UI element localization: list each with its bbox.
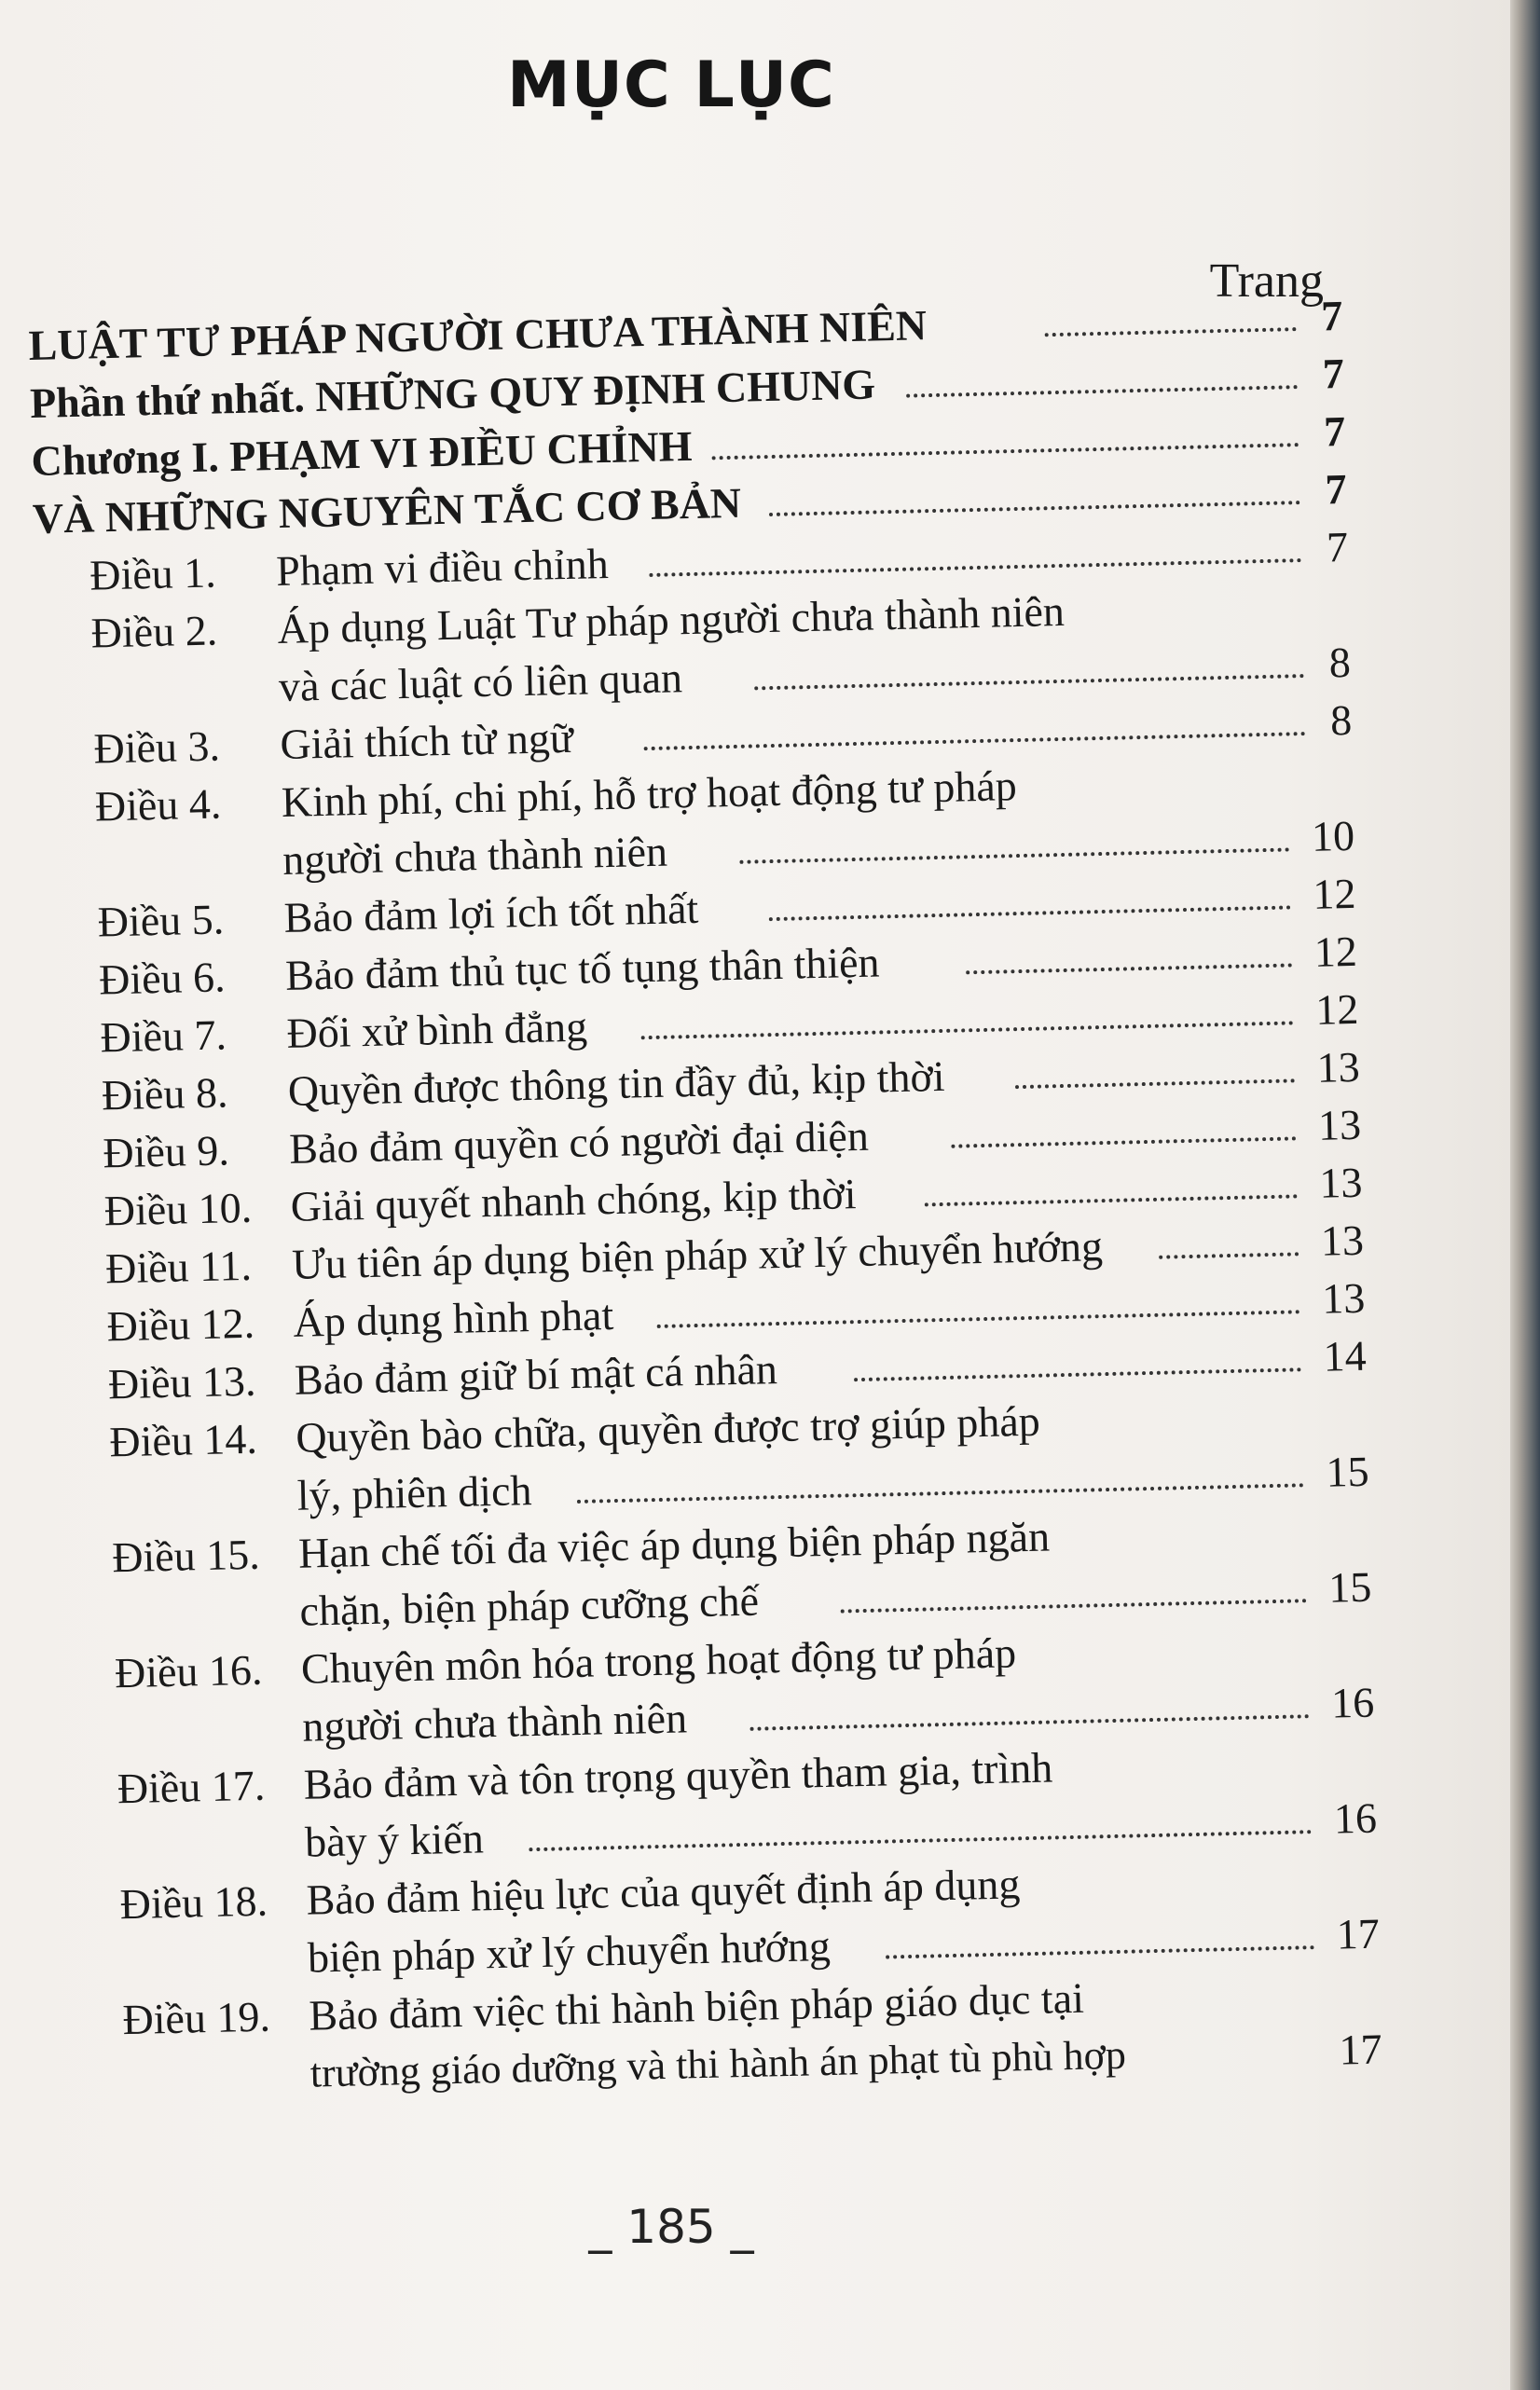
article-title-continued: và các luật có liên quan [278, 653, 683, 710]
article-title: Bảo đảm lợi ích tốt nhất [283, 884, 699, 941]
page-edge [1510, 0, 1540, 2390]
article-label: Điều 14. [108, 1414, 258, 1466]
article-title-continued: trường giáo dưỡng và thi hành án phạt tù phù hợp [309, 2031, 1127, 2096]
toc-page-number: 10 [1311, 811, 1355, 860]
article-label: Điều 10. [103, 1183, 253, 1235]
article-label: Điều 6. [98, 953, 227, 1004]
table-of-contents [28, 287, 1382, 2108]
article-title: Giải thích từ ngữ [279, 713, 574, 768]
toc-page-number: 13 [1317, 1100, 1362, 1149]
leader-dots [906, 385, 1298, 398]
toc-page-number: 7 [1323, 406, 1346, 456]
leader-dots [754, 674, 1304, 690]
article-title-continued: bày ý kiến [304, 1814, 485, 1866]
toc-page-number: 17 [1336, 1909, 1381, 1958]
article-title: Bảo đảm giữ bí mật cá nhân [294, 1345, 778, 1404]
article-label: Điều 19. [121, 1992, 271, 2044]
article-title-continued: chặn, biện pháp cưỡng chế [298, 1576, 760, 1635]
page-column-label: Trang [1209, 254, 1324, 308]
toc-page-number: 8 [1328, 638, 1352, 687]
article-title: Kinh phí, chi phí, hỗ trợ hoạt động tư pháp [281, 762, 1018, 826]
leader-dots [769, 905, 1291, 921]
article-label: Điều 9. [102, 1126, 230, 1177]
article-label: Điều 5. [97, 895, 225, 946]
toc-page-number: 15 [1325, 1447, 1370, 1496]
toc-page-number: 8 [1329, 695, 1353, 745]
leader-dots [657, 1310, 1300, 1328]
leader-dots [712, 443, 1299, 460]
article-title: Hạn chế tối đa việc áp dụng biện pháp ngăn [297, 1512, 1051, 1577]
leader-dots [925, 1194, 1298, 1206]
toc-page-number: 7 [1324, 464, 1348, 514]
leader-dots [769, 501, 1300, 516]
article-label: Điều 18. [119, 1876, 268, 1929]
toc-page-number: 12 [1312, 869, 1356, 918]
article-label: Điều 11. [104, 1241, 253, 1293]
article-label: Điều 7. [99, 1010, 227, 1062]
article-label: Điều 15. [111, 1530, 261, 1582]
leader-dots [966, 963, 1292, 974]
toc-page-number: 13 [1318, 1158, 1364, 1207]
toc-page-number: 16 [1333, 1793, 1378, 1843]
leader-dots [841, 1599, 1307, 1613]
leader-dots [886, 1945, 1314, 1958]
page-title: MỤC LỤC [507, 48, 835, 122]
footer-page-number-value: 185 [626, 2200, 716, 2254]
toc-page-number: 15 [1327, 1562, 1372, 1612]
article-title: Bảo đảm thủ tục tố tụng thân thiện [284, 938, 881, 999]
leader-dots [644, 732, 1306, 750]
article-label: Điều 2. [90, 606, 218, 657]
article-title-continued: người chưa thành niên [301, 1694, 688, 1751]
toc-page-number: 12 [1313, 927, 1358, 976]
leader-dots [750, 1714, 1310, 1731]
toc-page-number: 7 [1320, 292, 1343, 340]
toc-page-number: 12 [1314, 984, 1359, 1034]
toc-heading-text: Chương I. PHẠM VI ĐIỀU CHỈNH [30, 421, 693, 485]
leader-dots [854, 1367, 1301, 1381]
leader-dots [951, 1136, 1296, 1147]
leader-dots [641, 1021, 1294, 1039]
article-title: Áp dụng hình phạt [292, 1291, 614, 1346]
toc-page-number: 13 [1320, 1216, 1365, 1265]
article-label: Điều 1. [89, 548, 217, 599]
article-title: Quyền bào chữa, quyền được trợ giúp pháp [295, 1396, 1041, 1462]
article-title: Giải quyết nhanh chóng, kịp thời [290, 1170, 858, 1230]
article-label: Điều 12. [106, 1298, 255, 1351]
toc-page-number: 7 [1322, 349, 1345, 398]
article-title-continued: lý, phiên dịch [296, 1466, 532, 1519]
leader-dots [739, 847, 1289, 863]
toc-page-number: 13 [1316, 1042, 1361, 1092]
article-label: Điều 16. [114, 1645, 263, 1697]
article-title: Bảo đảm quyền có người đại diện [288, 1111, 870, 1173]
leader-dots [529, 1830, 1312, 1851]
article-title-continued: biện pháp xử lý chuyển hướng [307, 1921, 832, 1982]
article-label: Điều 4. [94, 779, 222, 831]
toc-heading-text: VÀ NHỮNG NGUYÊN TẮC CƠ BẢN [32, 478, 742, 543]
toc-page-number: 13 [1321, 1273, 1366, 1323]
article-label: Điều 13. [107, 1356, 256, 1408]
article-label: Điều 17. [117, 1761, 266, 1813]
toc-page-number: 17 [1338, 2025, 1383, 2074]
article-label: Điều 3. [92, 721, 221, 773]
leader-dots [649, 558, 1301, 577]
leader-dots [1159, 1252, 1299, 1258]
article-title: Quyền được thông tin đầy đủ, kịp thời [287, 1051, 946, 1115]
article-title: Ưu tiên áp dụng biện pháp xử lý chuyển hướng [291, 1222, 1104, 1288]
article-title-continued: người chưa thành niên [282, 827, 668, 884]
leader-dots [577, 1483, 1304, 1504]
article-label: Điều 8. [101, 1068, 228, 1119]
leader-dots [1015, 1078, 1295, 1089]
toc-page-number: 16 [1330, 1678, 1375, 1727]
article-title: Bảo đảm hiệu lực của quyết định áp dụng [306, 1860, 1021, 1924]
article-title: Bảo đảm việc thi hành biện pháp giáo dục tại [308, 1973, 1085, 2040]
toc-heading-text: LUẬT TƯ PHÁP NGƯỜI CHƯA THÀNH NIÊN [28, 301, 928, 369]
toc-page-number: 14 [1323, 1331, 1368, 1380]
leader-dots [1045, 327, 1297, 337]
toc-page-number: 7 [1326, 522, 1349, 571]
toc-heading-text: Phần thứ nhất. NHỮNG QUY ĐỊNH CHUNG [29, 360, 876, 427]
article-title: Bảo đảm và tôn trọng quyền tham gia, trình [303, 1743, 1053, 1808]
article-title: Đối xử bình đẳng [285, 1002, 588, 1057]
article-title: Áp dụng Luật Tư pháp người chưa thành niên [277, 586, 1066, 653]
article-title: Phạm vi điều chỉnh [275, 539, 610, 596]
footer-page-number: _ 185 _ [588, 2200, 754, 2254]
article-title: Chuyên môn hóa trong hoạt động tư pháp [300, 1628, 1017, 1693]
